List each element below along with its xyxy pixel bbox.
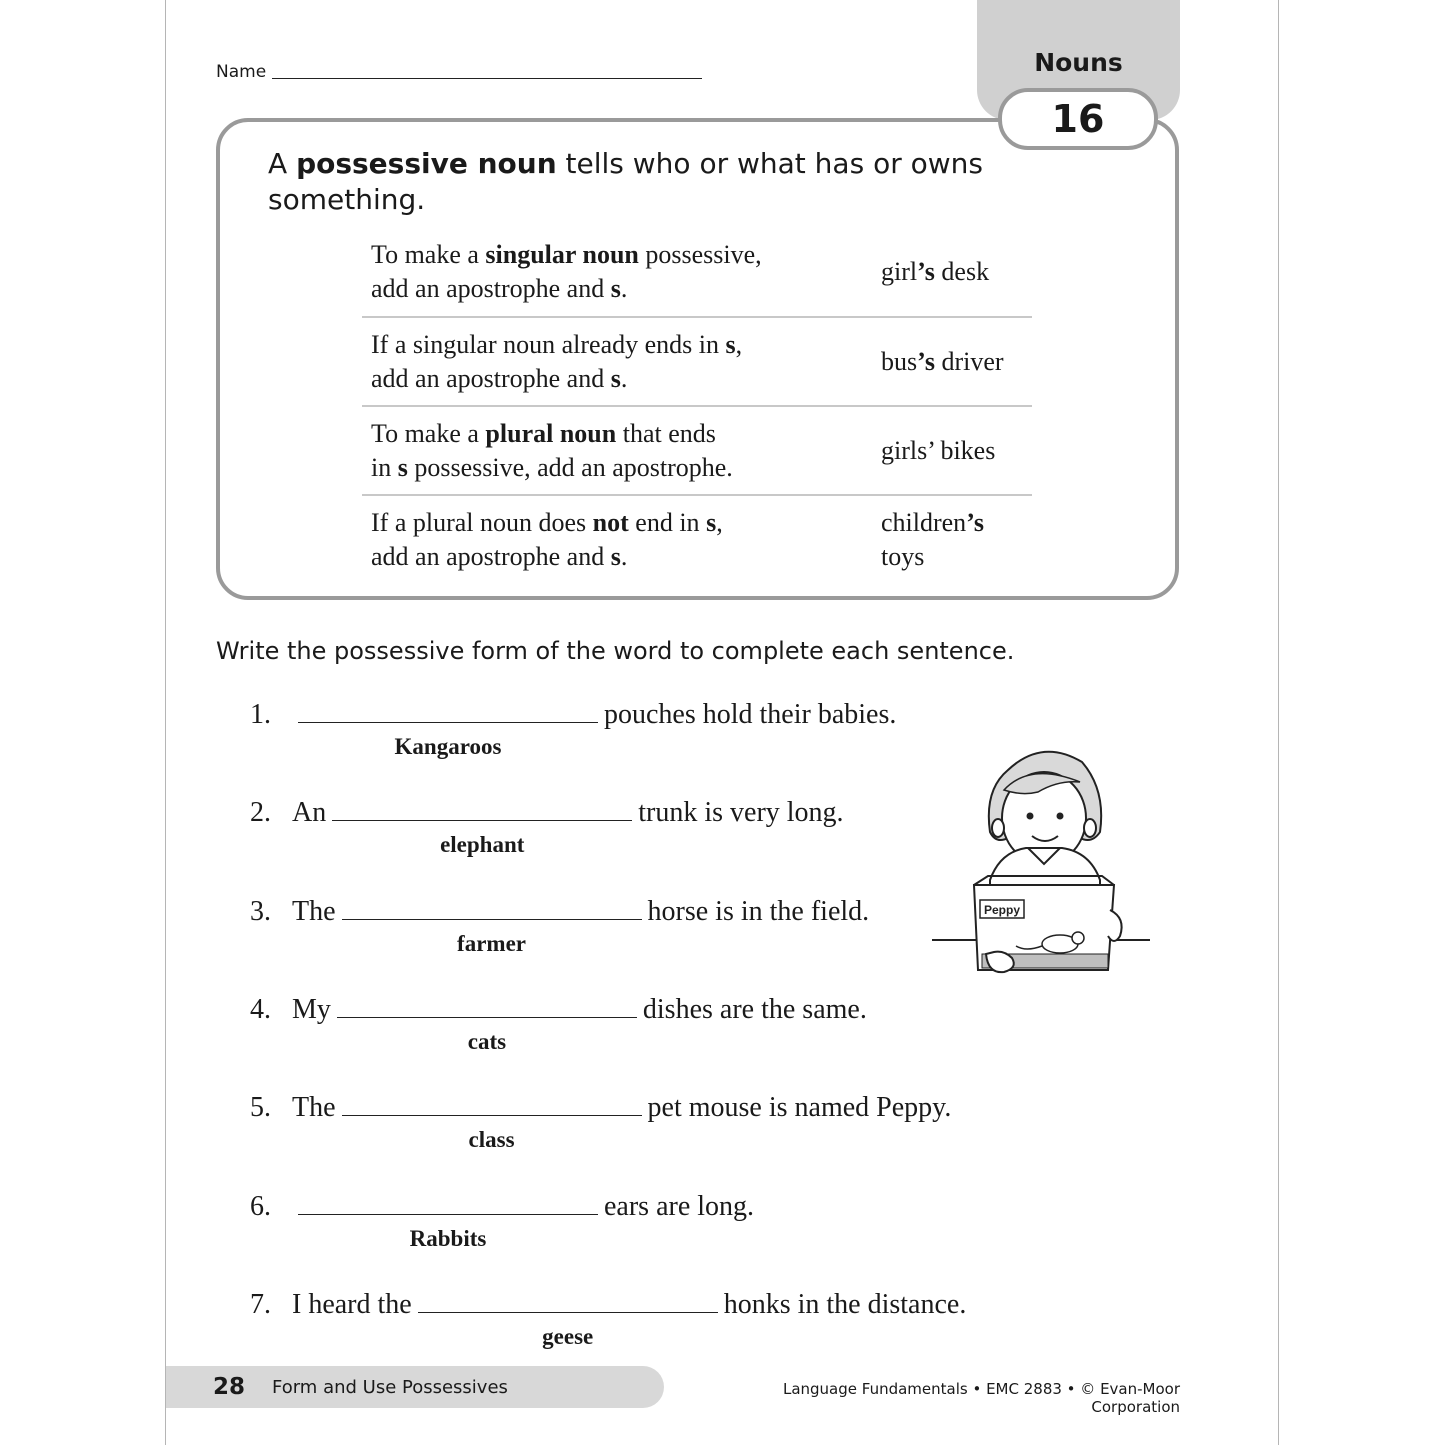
exercise-item xyxy=(250,698,896,732)
text-fragment: add an apostrophe and xyxy=(371,542,611,571)
word-cue: cats xyxy=(467,1029,507,1054)
word-cue: Rabbits xyxy=(409,1226,487,1251)
definition-term: possessive noun xyxy=(296,147,557,180)
text-fragment: If a plural noun does xyxy=(371,508,593,537)
rule-example xyxy=(873,495,1032,584)
word-cue: class xyxy=(468,1127,515,1152)
text-fragment: . xyxy=(620,363,628,393)
word-cue: geese xyxy=(542,1324,594,1349)
exercise-item xyxy=(250,1190,754,1224)
item-text-after: pouches hold their babies. xyxy=(604,699,897,730)
definition-post: tells who or what has or owns something. xyxy=(268,147,983,216)
text-fragment: add an apostrophe and xyxy=(371,274,611,303)
item-text-after: pet mouse is named Peppy. xyxy=(647,1092,952,1123)
item-number: 2. xyxy=(250,797,271,828)
text-fragment: To make a xyxy=(371,418,486,448)
word-cue: farmer xyxy=(457,931,526,956)
footer-credit: Language Fundamentals • EMC 2883 • © Evan-Moor Corporation xyxy=(782,1380,1180,1416)
text-fragment: , xyxy=(735,329,743,359)
answer-blank[interactable] xyxy=(418,1302,718,1313)
section-title: Nouns xyxy=(1034,48,1123,77)
text-fragment: To make a xyxy=(371,240,486,269)
item-text-after: trunk is very long. xyxy=(638,797,844,828)
definition-pre: A xyxy=(268,147,297,180)
answer-blank[interactable] xyxy=(332,810,632,821)
answer-blank[interactable] xyxy=(298,1204,598,1215)
text-fragment: driver xyxy=(934,346,1004,376)
text-fragment: possessive, add an apostrophe. xyxy=(407,452,733,482)
item-text-after: honks in the distance. xyxy=(723,1289,967,1320)
item-text-after: horse is in the field. xyxy=(647,896,870,927)
word-cue: Kangaroos xyxy=(394,734,502,759)
page-number: 28 xyxy=(213,1374,246,1400)
rule-row xyxy=(362,228,1032,317)
exercise-item xyxy=(250,1091,951,1125)
exercise-item xyxy=(250,993,867,1027)
item-number: 1. xyxy=(250,699,271,730)
answer-blank[interactable] xyxy=(337,1007,637,1018)
rule-text xyxy=(362,495,873,584)
bold-fragment: s xyxy=(610,542,621,571)
rule-text xyxy=(362,317,873,406)
name-write-line[interactable] xyxy=(272,78,702,79)
instructions: Write the possessive form of the word to complete each sentence. xyxy=(216,637,1015,665)
bold-fragment: s xyxy=(706,508,717,537)
exercise-item xyxy=(250,796,844,830)
answer-blank[interactable] xyxy=(298,712,598,723)
rule-row xyxy=(362,495,1032,584)
text-fragment: end in xyxy=(628,508,707,537)
rules-table xyxy=(362,228,1032,584)
text-fragment: children xyxy=(881,508,967,537)
bold-fragment: ’s xyxy=(917,346,935,376)
answer-blank[interactable] xyxy=(342,909,642,920)
text-fragment: , xyxy=(716,508,723,537)
tank-sign-text: Peppy xyxy=(983,903,1021,917)
text-fragment: toys xyxy=(881,542,925,571)
bold-fragment: s xyxy=(725,329,736,359)
rule-example xyxy=(873,406,1032,495)
answer-blank[interactable] xyxy=(342,1105,642,1116)
definition xyxy=(268,146,988,218)
bold-fragment: s xyxy=(610,363,621,393)
item-number: 7. xyxy=(250,1289,271,1320)
word-cue: elephant xyxy=(440,832,525,857)
item-text-before: My xyxy=(292,994,331,1025)
text-fragment: girls’ bikes xyxy=(881,435,996,465)
text-fragment: . xyxy=(620,274,628,303)
item-number: 4. xyxy=(250,994,271,1025)
item-number: 5. xyxy=(250,1092,271,1123)
item-number: 3. xyxy=(250,896,271,927)
item-text-after: ears are long. xyxy=(604,1191,755,1222)
rule-text xyxy=(362,406,873,495)
bold-fragment: ’s xyxy=(966,508,984,537)
text-fragment: desk xyxy=(934,257,990,286)
name-label: Name xyxy=(216,62,267,82)
rule-text xyxy=(362,228,873,317)
bold-fragment: singular noun xyxy=(485,240,639,269)
bold-fragment: not xyxy=(592,508,629,537)
text-fragment: in xyxy=(371,452,398,482)
text-fragment: possessive, xyxy=(638,240,762,269)
item-text-before: The xyxy=(292,896,336,927)
text-fragment: If a singular noun already ends in xyxy=(371,329,726,359)
lesson-number: 16 xyxy=(998,88,1158,150)
bold-fragment: s xyxy=(610,274,621,303)
bold-fragment: ’s xyxy=(917,257,935,286)
bold-fragment: s xyxy=(397,452,408,482)
text-fragment: bus xyxy=(881,346,918,376)
item-number: 6. xyxy=(250,1191,271,1222)
rule-example xyxy=(873,317,1032,406)
rule-row xyxy=(362,406,1032,495)
rule-example xyxy=(873,228,1032,317)
bold-fragment: plural noun xyxy=(485,418,617,448)
girl-with-mouse-tank-illustration xyxy=(930,740,1152,980)
text-fragment: add an apostrophe and xyxy=(371,363,611,393)
exercise-item xyxy=(250,895,869,929)
text-fragment: . xyxy=(620,542,628,571)
rule-row xyxy=(362,317,1032,406)
item-text-before: I heard the xyxy=(292,1289,412,1320)
item-text-after: dishes are the same. xyxy=(642,994,867,1025)
item-text-before: The xyxy=(292,1092,336,1123)
exercise-item xyxy=(250,1288,966,1322)
text-fragment: girl xyxy=(881,257,918,286)
footer-topic: Form and Use Possessives xyxy=(272,1377,508,1398)
item-text-before: An xyxy=(292,797,327,828)
text-fragment: that ends xyxy=(616,418,716,448)
